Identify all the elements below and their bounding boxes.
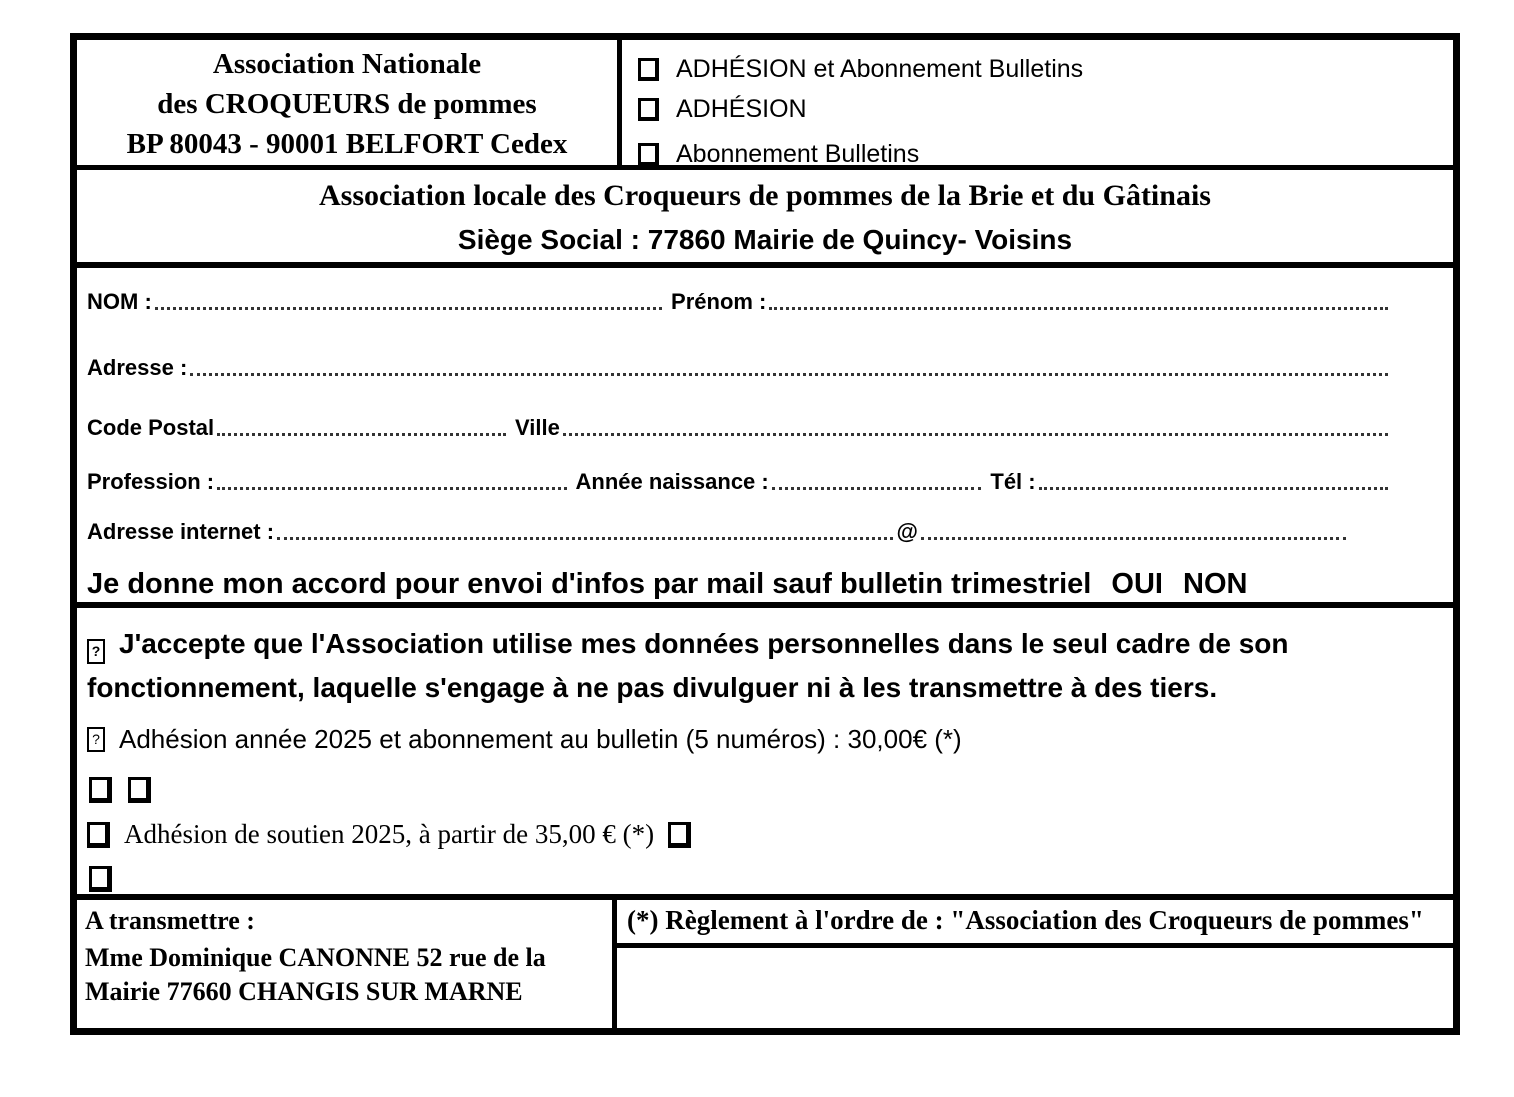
reglement-instruction: (*) Règlement à l'ordre de : "Association des Croqueurs de pommes": [617, 900, 1453, 948]
adresse-row: [87, 356, 1391, 380]
adresse-input-line[interactable]: [190, 369, 1388, 376]
annee-naissance-label: Année naissance :: [575, 469, 769, 494]
checkbox-icon[interactable]: [89, 777, 112, 803]
transmettre-address-line1: Mme Dominique CANONNE 52 rue de la: [85, 943, 546, 972]
consent-statement-row: [87, 622, 1377, 710]
option-adhesion-et-abonnement[interactable]: [638, 49, 1453, 89]
adresse-internet-label: Adresse internet :: [87, 519, 275, 544]
checkbox-icon[interactable]: [638, 58, 659, 81]
local-association-banner: [77, 170, 1453, 268]
adhesion-checkbox-pair: [87, 777, 1433, 803]
adhesion-2025-row: [87, 724, 1433, 755]
checkbox-icon[interactable]: [128, 777, 151, 803]
local-association-siege: Siège Social : 77860 Mairie de Quincy- Voisins: [457, 224, 1073, 255]
membership-options-block: [622, 40, 1453, 168]
prenom-input-line[interactable]: [769, 303, 1388, 310]
annee-naissance-input-line[interactable]: [772, 483, 982, 490]
header-row: [77, 40, 1453, 170]
tel-input-line[interactable]: [1039, 483, 1388, 490]
ville-label: Ville: [514, 415, 560, 440]
national-association-block: [77, 40, 622, 165]
ville-input-line[interactable]: [563, 429, 1388, 436]
prenom-label: Prénom :: [671, 289, 767, 314]
non-option[interactable]: NON: [1183, 568, 1248, 600]
national-association-name-line2: des CROQUEURS de pommes: [157, 88, 537, 120]
consent-statement: J'accepte que l'Association utilise mes données personnelles dans le seul cadre de son fonctionnement, laquelle s'engage à ne pas divulguer ni à les transmettre à des tiers.: [87, 628, 1289, 703]
transmettre-address-line2: Mairie 77660 CHANGIS SUR MARNE: [85, 977, 523, 1006]
email-local-input-line[interactable]: [277, 533, 893, 540]
checkbox-icon[interactable]: [87, 822, 110, 848]
adhesion-2025-label: Adhésion année 2025 et abonnement au bulletin (5 numéros) : 30,00€ (*): [119, 724, 962, 754]
profession-label: Profession :: [87, 469, 215, 494]
option-abonnement[interactable]: [638, 134, 1453, 174]
missing-glyph-icon[interactable]: ?: [87, 727, 105, 752]
adresse-internet-row: [87, 520, 1391, 544]
soutien-2025-row: [87, 819, 1433, 850]
nom-prenom-row: [87, 290, 1391, 314]
profession-row: [87, 470, 1391, 494]
membership-form-document: [70, 33, 1460, 1035]
empty-cell: [617, 948, 1453, 1028]
accord-statement: Je donne mon accord pour envoi d'infos par mail sauf bulletin trimestriel: [87, 568, 1092, 600]
extra-checkbox-row: [87, 866, 1433, 897]
checkbox-icon[interactable]: [668, 822, 691, 848]
personal-info-section: [77, 268, 1453, 608]
option-adhesion[interactable]: [638, 89, 1453, 129]
accord-mail-row: [87, 568, 1391, 601]
code-postal-input-line[interactable]: [217, 429, 506, 436]
email-domain-input-line[interactable]: [921, 533, 1346, 540]
reglement-block: [617, 900, 1453, 1028]
missing-glyph-icon[interactable]: ?: [87, 639, 105, 664]
nom-label: NOM :: [87, 289, 152, 314]
transmettre-block: [77, 900, 617, 1028]
tel-label: Tél :: [990, 469, 1036, 494]
code-postal-label: Code Postal: [87, 415, 215, 440]
checkbox-icon[interactable]: [638, 143, 659, 166]
oui-option[interactable]: OUI: [1111, 568, 1163, 600]
consent-adhesion-section: [77, 608, 1453, 900]
checkbox-icon[interactable]: [89, 866, 112, 892]
option-adhesion-label: ADHÉSION: [676, 94, 807, 123]
national-association-name-line1: Association Nationale: [212, 48, 482, 80]
code-postal-ville-row: [87, 416, 1391, 440]
adresse-label: Adresse :: [87, 355, 188, 380]
transmettre-label: A transmettre :: [85, 906, 255, 935]
local-association-title: Association locale des Croqueurs de pommes de la Brie et du Gâtinais: [319, 179, 1211, 212]
nom-input-line[interactable]: [155, 303, 662, 310]
option-abonnement-label: Abonnement Bulletins: [676, 139, 920, 168]
profession-input-line[interactable]: [217, 483, 566, 490]
checkbox-icon[interactable]: [638, 98, 659, 121]
at-sign: @: [896, 519, 918, 544]
option-adhesion-et-abonnement-label: ADHÉSION et Abonnement Bulletins: [676, 54, 1084, 83]
national-association-address: BP 80043 - 90001 BELFORT Cedex: [126, 128, 568, 160]
soutien-2025-label: Adhésion de soutien 2025, à partir de 35,00 € (*): [124, 819, 655, 849]
footer-row: [77, 900, 1453, 1028]
